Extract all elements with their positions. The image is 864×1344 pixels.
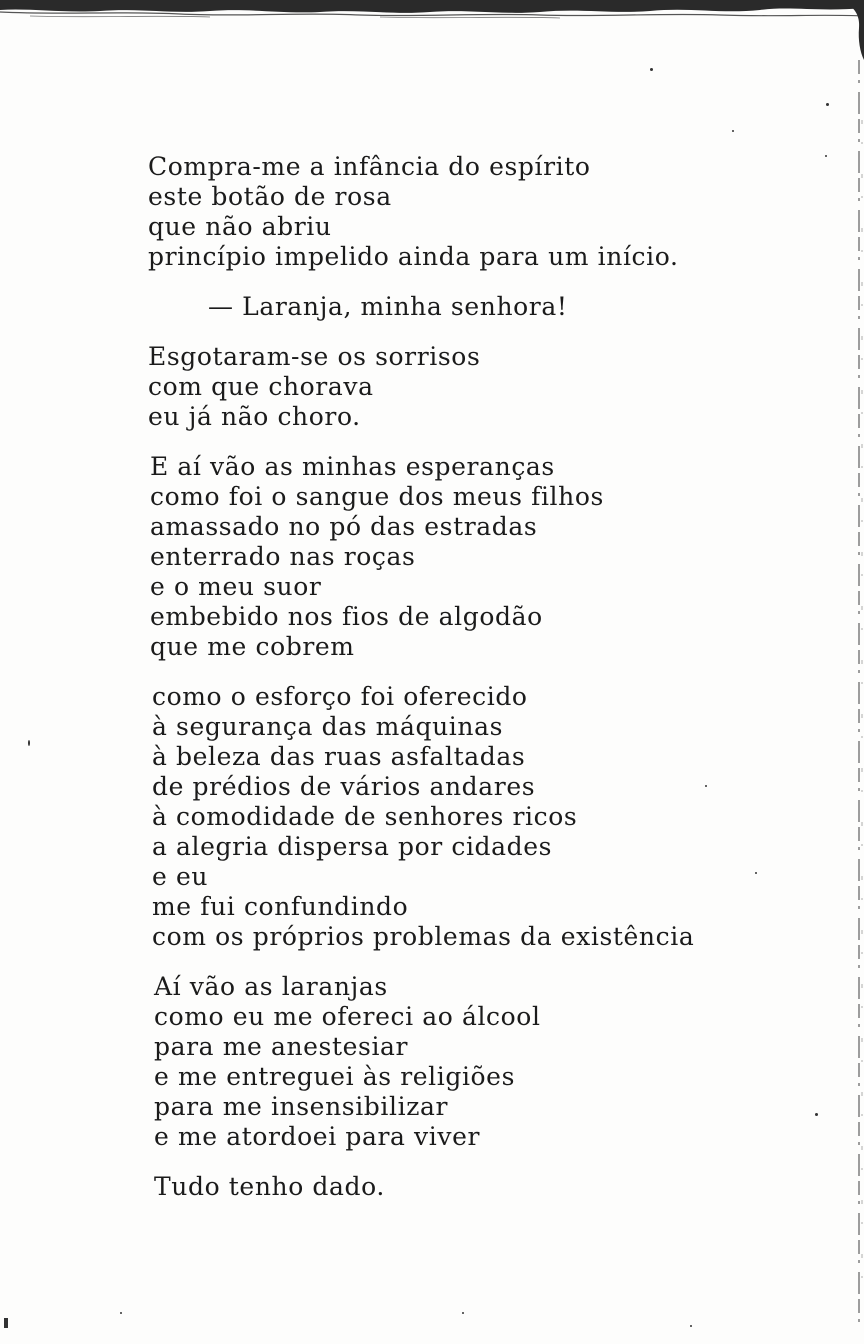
- poem-line: e me entreguei às religiões: [154, 1062, 516, 1091]
- poem-dialogue-line: — Laranja, minha senhora!: [208, 292, 568, 321]
- poem-line: este botão de rosa: [148, 182, 392, 211]
- poem-line: de prédios de vários andares: [152, 772, 536, 801]
- page-top-edge-scan-artifact: [0, 0, 864, 22]
- poem-line: Aí vão as laranjas: [154, 972, 388, 1001]
- poem-line: eu já não choro.: [148, 402, 361, 431]
- poem-line: e eu: [152, 862, 209, 891]
- poem-line: como foi o sangue dos meus filhos: [150, 482, 604, 511]
- poem-line: amassado no pó das estradas: [150, 512, 538, 541]
- page-right-edge-scan-artifact: [850, 0, 864, 1344]
- poem-line: à beleza das ruas asfaltadas: [152, 742, 526, 771]
- scan-speck: [120, 1312, 122, 1314]
- poem-stanza-4: [150, 452, 848, 662]
- poem-line: com que chorava: [148, 372, 374, 401]
- poem-stanza-6: [154, 972, 848, 1152]
- poem-line: princípio impelido ainda para um início.: [148, 242, 679, 271]
- poem-line: E aí vão as minhas esperanças: [150, 452, 555, 481]
- scan-speck: [4, 1318, 8, 1328]
- poem-line: à comodidade de senhores ricos: [152, 802, 578, 831]
- scan-speck: [650, 68, 653, 71]
- scan-speck: [28, 740, 30, 746]
- poem-line: e me atordoei para viver: [154, 1122, 481, 1151]
- poem-line: que não abriu: [148, 212, 332, 241]
- poem-line: para me anestesiar: [154, 1032, 409, 1061]
- poem-line: me fui confundindo: [152, 892, 409, 921]
- poem-closing-line: Tudo tenho dado.: [154, 1172, 385, 1201]
- poem-line: Compra-me a infância do espírito: [148, 152, 591, 181]
- poem-stanza-5: [152, 682, 848, 952]
- poem-line: e o meu suor: [150, 572, 322, 601]
- poem-line: Esgotaram-se os sorrisos: [148, 342, 481, 371]
- poem-line: como o esforço foi oferecido: [152, 682, 528, 711]
- poem-body: [148, 152, 848, 1202]
- poem-line: à segurança das máquinas: [152, 712, 504, 741]
- poem-line: para me insensibilizar: [154, 1092, 449, 1121]
- poem-line: a alegria dispersa por cidades: [152, 832, 553, 861]
- scan-speck: [732, 130, 734, 132]
- poem-line: embebido nos fios de algodão: [150, 602, 543, 631]
- poem-stanza-1: [148, 152, 848, 272]
- poem-line: com os próprios problemas da existência: [152, 922, 695, 951]
- poem-stanza-7: [154, 1172, 848, 1202]
- scan-speck: [826, 103, 829, 106]
- poem-line: como eu me ofereci ao álcool: [154, 1002, 541, 1031]
- poem-line: enterrado nas roças: [150, 542, 416, 571]
- poem-stanza-3: [148, 342, 848, 432]
- poem-line: que me cobrem: [150, 632, 355, 661]
- scan-speck: [462, 1312, 464, 1314]
- scan-speck: [690, 1325, 692, 1327]
- poem-stanza-2: [148, 292, 848, 322]
